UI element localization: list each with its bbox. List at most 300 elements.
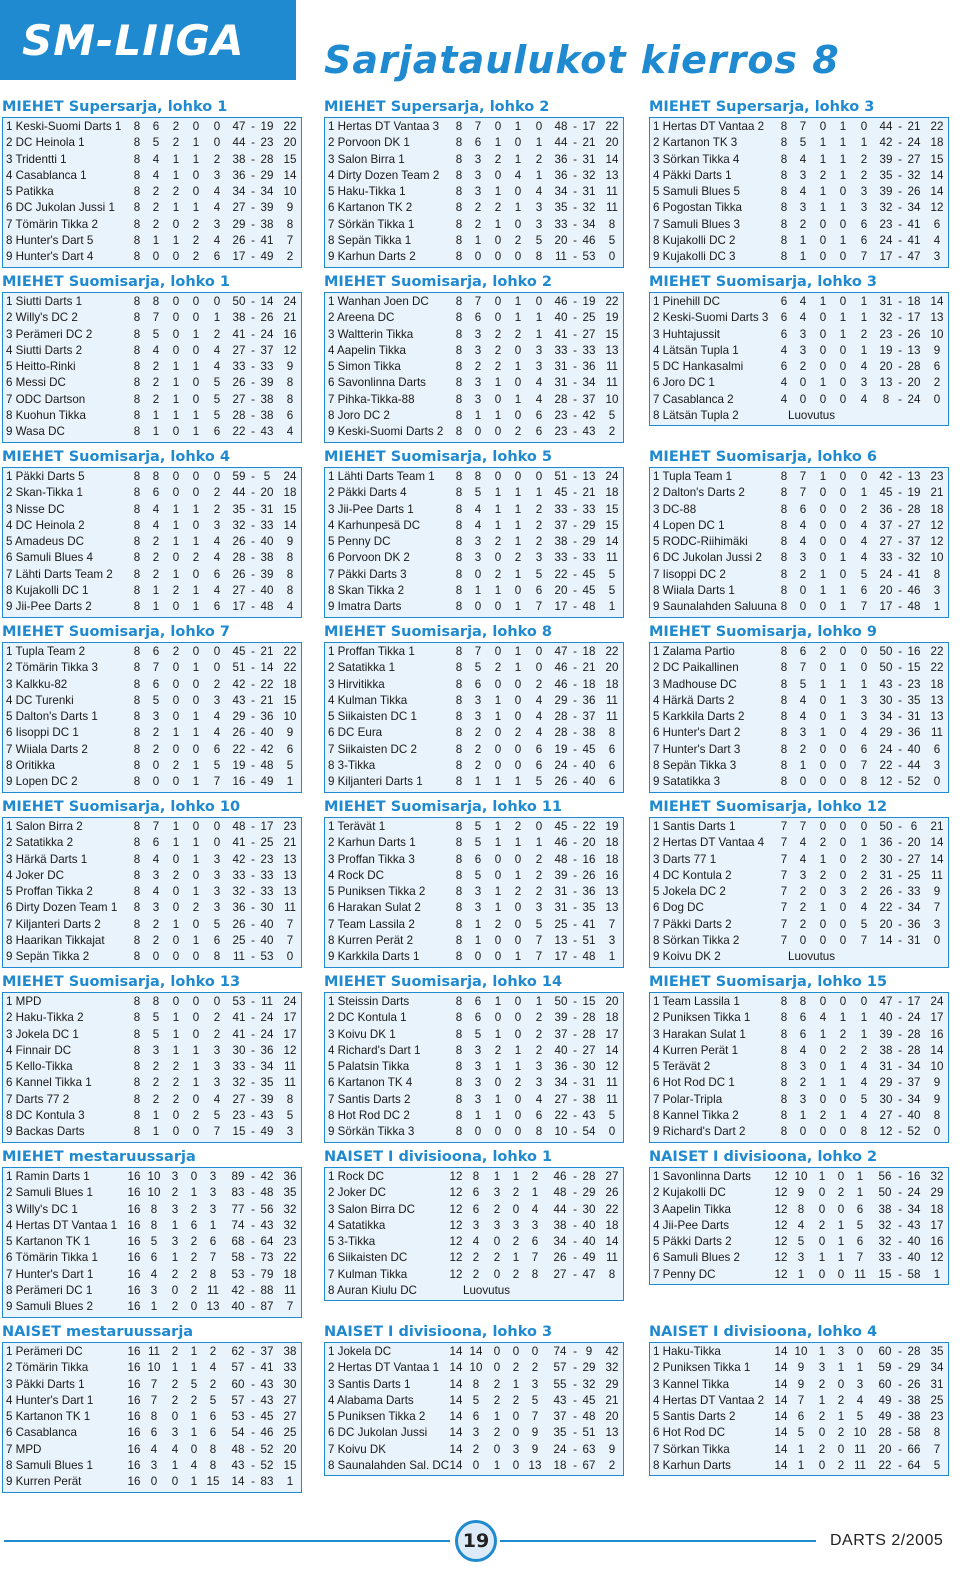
- stat-cell: 34: [554, 185, 568, 199]
- team-row: [328, 949, 623, 965]
- stat-cell: 34: [232, 185, 246, 199]
- stat-cell: 8: [455, 518, 463, 532]
- stat-cell: 8: [455, 868, 463, 882]
- stat-cell: 0: [839, 343, 847, 357]
- stat-cell: 0: [192, 376, 200, 390]
- team-name: 1 Rock DC: [328, 1170, 385, 1183]
- stat-cell: 0: [172, 934, 180, 948]
- team-row: [328, 1344, 623, 1360]
- team-row: [653, 917, 948, 933]
- team-row: [6, 294, 301, 310]
- team-row: [328, 359, 623, 375]
- team-name: 5 Amadeus DC: [6, 535, 84, 549]
- standings-block: [649, 273, 949, 448]
- team-name: 8 Kurren Perät 2: [328, 934, 414, 948]
- standings-block: [2, 623, 302, 798]
- stat-cell: 2: [190, 1202, 198, 1216]
- stat-cell: 6: [860, 584, 868, 598]
- stat-cell: 18: [582, 677, 596, 691]
- team-name: 3 Huhtajussit: [653, 327, 721, 341]
- stat-cell: 60: [878, 1345, 892, 1358]
- stat-cell: 33: [582, 551, 596, 565]
- stat-cell: 1: [839, 1076, 847, 1090]
- stat-cell: -: [898, 486, 902, 500]
- stat-cell: -: [898, 1345, 902, 1358]
- stat-cell: 8: [455, 584, 463, 598]
- stat-cell: 40: [260, 726, 274, 740]
- stat-cell: -: [573, 136, 577, 150]
- stat-cell: 8: [455, 120, 463, 133]
- stat-cell: -: [898, 1109, 902, 1123]
- stat-cell: 32: [879, 201, 893, 215]
- stat-cell: 1: [860, 1027, 868, 1041]
- stat-cell: 6: [535, 742, 543, 756]
- stat-cell: 5: [860, 1092, 868, 1106]
- team-name: 1 Terävät 1: [328, 820, 386, 833]
- team-row: [328, 1458, 623, 1474]
- stat-cell: 0: [860, 661, 868, 675]
- stat-cell: 4: [933, 234, 941, 248]
- stat-cell: 2: [818, 1410, 826, 1424]
- stat-cell: 8: [608, 1267, 616, 1281]
- stat-cell: 8: [455, 836, 463, 850]
- team-row: [653, 709, 948, 725]
- stat-cell: -: [251, 152, 255, 166]
- stat-cell: 37: [260, 1345, 274, 1358]
- team-name: 4 Finnair DC: [6, 1043, 72, 1057]
- stat-cell: 33: [582, 343, 596, 357]
- stat-cell: 41: [232, 1011, 246, 1025]
- stat-cell: 8: [860, 1125, 868, 1139]
- standings-block: [2, 273, 302, 448]
- standings-table: [324, 1167, 624, 1301]
- stat-cell: 53: [232, 995, 246, 1008]
- stat-cell: 8: [780, 584, 788, 598]
- stat-cell: 18: [605, 677, 619, 691]
- stat-cell: 0: [819, 327, 827, 341]
- stat-cell: 11: [605, 185, 619, 199]
- stat-cell: 31: [554, 885, 568, 899]
- stat-cell: 6: [472, 1186, 480, 1200]
- stat-cell: 2: [474, 759, 482, 773]
- stat-cell: 44: [232, 486, 246, 500]
- stat-cell: 8: [455, 201, 463, 215]
- stat-cell: 1: [860, 311, 868, 325]
- stat-cell: 24: [879, 742, 893, 756]
- stat-cell: 8: [133, 934, 141, 948]
- stat-cell: 29: [232, 710, 246, 724]
- stat-cell: 4: [860, 551, 868, 565]
- stat-cell: 1: [819, 201, 827, 215]
- stat-cell: 5: [860, 567, 868, 581]
- stat-cell: 8: [286, 217, 294, 231]
- stat-cell: 24: [907, 136, 921, 150]
- stat-cell: 4: [799, 311, 807, 325]
- stat-cell: 48: [260, 600, 274, 614]
- team-name: 2 DC Heinola 1: [6, 136, 85, 150]
- stat-cell: 8: [133, 152, 141, 166]
- stat-cell: 8: [455, 661, 463, 675]
- stat-cell: 30: [879, 1092, 893, 1106]
- team-name: 2 Karhun Darts 1: [328, 836, 416, 850]
- stat-cell: 51: [582, 1426, 596, 1440]
- team-name: 3 Salon Birra DC: [328, 1202, 415, 1216]
- team-name: 2 Kartanon TK 3: [653, 136, 738, 150]
- stat-cell: 8: [133, 677, 141, 691]
- stat-cell: 6: [860, 742, 868, 756]
- stat-cell: 41: [232, 1027, 246, 1041]
- stat-cell: 18: [605, 836, 619, 850]
- team-row: [328, 1108, 623, 1124]
- stat-cell: 4: [213, 1092, 221, 1106]
- stat-cell: 4: [799, 152, 807, 166]
- team-name: 6 Harakan Sulat 2: [328, 901, 421, 915]
- stat-cell: 5: [474, 868, 482, 882]
- stat-cell: 11: [283, 901, 297, 915]
- stat-cell: 8: [133, 295, 141, 308]
- team-row: [653, 1442, 948, 1458]
- stat-cell: 6: [780, 327, 788, 341]
- stat-cell: -: [573, 1459, 577, 1473]
- stat-cell: 11: [853, 1442, 867, 1456]
- team-row: [328, 310, 623, 326]
- team-name: 4 Kurren Perät 1: [653, 1043, 739, 1057]
- stat-cell: 0: [213, 995, 221, 1008]
- stat-cell: -: [898, 917, 902, 931]
- stat-cell: -: [573, 360, 577, 374]
- stat-cell: 2: [860, 868, 868, 882]
- stat-cell: 1: [839, 201, 847, 215]
- team-row: [6, 1075, 301, 1091]
- stat-cell: 1: [819, 185, 827, 199]
- stat-cell: 0: [474, 950, 482, 964]
- stat-cell: 22: [582, 820, 596, 833]
- stat-cell: 25: [930, 1393, 944, 1407]
- team-row: [328, 119, 623, 135]
- stat-cell: 19: [232, 759, 246, 773]
- team-name: 5 Päkki Darts 2: [653, 1235, 732, 1249]
- stat-cell: 2: [531, 1361, 539, 1375]
- team-name: 1 Lähti Darts Team 1: [328, 470, 435, 483]
- stat-cell: 1: [535, 836, 543, 850]
- stat-cell: 36: [554, 1060, 568, 1074]
- stat-cell: -: [251, 250, 255, 264]
- stat-cell: 6: [152, 486, 160, 500]
- stat-cell: 0: [608, 250, 616, 264]
- team-row: [653, 1393, 948, 1409]
- standings-table: [2, 117, 302, 268]
- stat-cell: 8: [933, 1109, 941, 1123]
- stat-cell: 1: [839, 311, 847, 325]
- stat-cell: 6: [152, 677, 160, 691]
- stat-cell: 20: [605, 995, 619, 1008]
- stat-cell: 37: [554, 1027, 568, 1041]
- stat-cell: 1: [152, 409, 160, 423]
- stat-cell: 4: [535, 392, 543, 406]
- stat-cell: 33: [260, 868, 274, 882]
- stat-cell: 2: [209, 1377, 217, 1391]
- stat-cell: 0: [799, 376, 807, 390]
- stat-cell: 32: [232, 1076, 246, 1090]
- team-name: 1 Salon Birra 2: [6, 820, 83, 833]
- stat-cell: 38: [283, 1345, 297, 1358]
- team-name: 2 DC Kontula 1: [328, 1011, 407, 1025]
- team-name: 1 Pinehill DC: [653, 295, 721, 308]
- withdrawn-note: Luovutus: [788, 409, 836, 423]
- stat-cell: 1: [856, 1361, 864, 1375]
- stat-cell: 0: [474, 425, 482, 439]
- stat-cell: 2: [494, 360, 502, 374]
- stat-cell: 8: [455, 1011, 463, 1025]
- stat-cell: -: [898, 250, 902, 264]
- stat-cell: -: [251, 1361, 255, 1375]
- stat-cell: 0: [799, 1125, 807, 1139]
- stat-cell: 21: [582, 486, 596, 500]
- stat-cell: 8: [780, 1060, 788, 1074]
- stat-cell: 2: [494, 152, 502, 166]
- stat-cell: 31: [907, 710, 921, 724]
- stat-cell: 1: [494, 885, 502, 899]
- stat-cell: 0: [493, 1235, 501, 1249]
- stat-cell: -: [898, 995, 902, 1008]
- stat-cell: 51: [554, 470, 568, 483]
- stat-cell: 0: [172, 1109, 180, 1123]
- stat-cell: 1: [474, 234, 482, 248]
- stat-cell: 39: [879, 152, 893, 166]
- stat-cell: 1: [531, 1186, 539, 1200]
- team-row: [328, 900, 623, 916]
- stat-cell: 8: [133, 775, 141, 789]
- team-name: 6 Kartanon TK 4: [328, 1076, 413, 1090]
- team-name: 8 Auran Kiulu DC: [328, 1284, 417, 1298]
- team-row: [653, 742, 948, 758]
- stat-cell: -: [898, 295, 902, 308]
- stat-cell: 7: [799, 661, 807, 675]
- stat-cell: 0: [512, 1459, 520, 1473]
- stat-cell: -: [898, 470, 902, 483]
- stat-cell: 8: [780, 551, 788, 565]
- stat-cell: 8: [133, 1060, 141, 1074]
- team-row: [653, 693, 948, 709]
- stat-cell: 29: [907, 1361, 921, 1375]
- team-name: 5 RODC-Riihimäki: [653, 535, 748, 549]
- stat-cell: 8: [133, 185, 141, 199]
- stat-cell: -: [898, 1043, 902, 1057]
- team-row: [328, 294, 623, 310]
- stat-cell: 3: [608, 934, 616, 948]
- stat-cell: 49: [582, 1251, 596, 1265]
- stat-cell: 8: [455, 645, 463, 658]
- stat-cell: -: [573, 120, 577, 133]
- stat-cell: 44: [554, 136, 568, 150]
- stat-cell: 1: [837, 1235, 845, 1249]
- stat-cell: 1: [819, 567, 827, 581]
- stat-cell: 1: [192, 409, 200, 423]
- stat-cell: 8: [133, 1109, 141, 1123]
- stat-cell: 36: [907, 917, 921, 931]
- stat-cell: -: [573, 1011, 577, 1025]
- stat-cell: 2: [152, 917, 160, 931]
- stat-cell: -: [251, 759, 255, 773]
- stat-cell: 40: [907, 742, 921, 756]
- stat-cell: 1: [494, 136, 502, 150]
- team-row: [6, 900, 301, 916]
- stat-cell: -: [898, 1442, 902, 1456]
- stat-cell: 8: [133, 820, 141, 833]
- stat-cell: 49: [878, 1410, 892, 1424]
- stat-cell: 1: [494, 693, 502, 707]
- stat-cell: 8: [780, 250, 788, 264]
- team-row: [6, 1185, 301, 1201]
- stat-cell: 14: [930, 852, 944, 866]
- stat-cell: 0: [839, 1125, 847, 1139]
- stat-cell: 6: [150, 1251, 158, 1265]
- stat-cell: 17: [232, 250, 246, 264]
- team-name: 1 Hertas DT Vantaa 3: [328, 120, 440, 133]
- stat-cell: 17: [554, 600, 568, 614]
- stat-cell: 8: [133, 868, 141, 882]
- stat-cell: 3: [535, 201, 543, 215]
- stat-cell: 39: [260, 567, 274, 581]
- stat-cell: -: [898, 852, 902, 866]
- stat-cell: 3: [474, 1092, 482, 1106]
- stat-cell: -: [898, 934, 902, 948]
- stat-cell: 42: [231, 1284, 245, 1298]
- stat-cell: 12: [930, 1251, 944, 1265]
- stat-cell: 3: [535, 901, 543, 915]
- stat-cell: 4: [856, 1393, 864, 1407]
- stat-cell: 18: [930, 136, 944, 150]
- stat-cell: 3: [837, 1345, 845, 1358]
- team-row: [6, 1442, 301, 1458]
- stat-cell: 27: [232, 1092, 246, 1106]
- stat-cell: -: [573, 1170, 577, 1183]
- stat-cell: -: [898, 502, 902, 516]
- stat-cell: 62: [231, 1345, 245, 1358]
- stat-cell: 6: [472, 1202, 480, 1216]
- stat-cell: 0: [494, 852, 502, 866]
- standings-table: [324, 292, 624, 443]
- stat-cell: 29: [582, 518, 596, 532]
- stat-cell: 1: [190, 1186, 198, 1200]
- stat-cell: 3: [799, 1092, 807, 1106]
- stat-cell: 4: [152, 343, 160, 357]
- team-name: 1 Wanhan Joen DC: [328, 295, 429, 308]
- team-row: [328, 485, 623, 501]
- division-title: MIEHET Suomisarja, lohko 14: [324, 974, 563, 990]
- stat-cell: 7: [286, 234, 294, 248]
- stat-cell: 2: [152, 551, 160, 565]
- team-row: [653, 819, 948, 835]
- stat-cell: 10: [930, 327, 944, 341]
- stat-cell: 2: [818, 1442, 826, 1456]
- stat-cell: -: [898, 645, 902, 658]
- stat-cell: 6: [856, 1235, 864, 1249]
- stat-cell: 12: [930, 535, 944, 549]
- stat-cell: -: [898, 311, 902, 325]
- stat-cell: 1: [514, 152, 522, 166]
- stat-cell: 11: [260, 995, 274, 1008]
- stat-cell: 3: [213, 518, 221, 532]
- team-row: [6, 709, 301, 725]
- stat-cell: 20: [582, 836, 596, 850]
- stat-cell: 20: [260, 486, 274, 500]
- stat-cell: 24: [879, 567, 893, 581]
- stat-cell: 45: [582, 567, 596, 581]
- stat-cell: 33: [283, 1361, 297, 1375]
- stat-cell: 40: [231, 1300, 245, 1314]
- team-row: [328, 1234, 623, 1250]
- stat-cell: -: [898, 693, 902, 707]
- stat-cell: 59: [878, 1361, 892, 1375]
- stat-cell: 1: [535, 995, 543, 1008]
- stat-cell: 4: [860, 726, 868, 740]
- stat-cell: 0: [839, 250, 847, 264]
- page-number: 19: [455, 1520, 497, 1562]
- team-name: 1 Päkki Darts 5: [6, 470, 85, 483]
- stat-cell: -: [898, 1170, 902, 1183]
- stat-cell: -: [573, 343, 577, 357]
- stat-cell: 13: [206, 1300, 220, 1314]
- stat-cell: 19: [582, 295, 596, 308]
- stat-cell: 8: [455, 995, 463, 1008]
- stat-cell: 5: [799, 136, 807, 150]
- stat-cell: 24: [283, 995, 297, 1008]
- team-name: 2 Kujakolli DC: [653, 1186, 726, 1200]
- stat-cell: 2: [493, 1202, 501, 1216]
- stat-cell: 1: [608, 600, 616, 614]
- stat-cell: 21: [582, 136, 596, 150]
- stat-cell: -: [251, 567, 255, 581]
- stat-cell: 2: [839, 1043, 847, 1057]
- stat-cell: 14: [930, 168, 944, 182]
- stat-cell: 30: [283, 1377, 297, 1391]
- stat-cell: 24: [930, 995, 944, 1008]
- team-row: [653, 1185, 948, 1201]
- stat-cell: 8: [133, 201, 141, 215]
- stat-cell: -: [573, 1218, 577, 1232]
- stat-cell: 19: [907, 486, 921, 500]
- team-row: [328, 868, 623, 884]
- stat-cell: 32: [582, 168, 596, 182]
- stat-cell: 0: [172, 950, 180, 964]
- stat-cell: 0: [213, 661, 221, 675]
- stat-cell: 0: [514, 693, 522, 707]
- stat-cell: 16: [127, 1300, 141, 1314]
- stat-cell: 3: [209, 1202, 217, 1216]
- stat-cell: 37: [879, 518, 893, 532]
- stat-cell: -: [573, 1251, 577, 1265]
- team-name: 1 Savonlinna Darts: [653, 1170, 751, 1183]
- stat-cell: 0: [190, 1300, 198, 1314]
- stat-cell: 49: [878, 1393, 892, 1407]
- stat-cell: -: [251, 1377, 255, 1391]
- stat-cell: -: [573, 917, 577, 931]
- team-name: 7 Polar-Tripla: [653, 1092, 723, 1106]
- stat-cell: 1: [856, 1170, 864, 1183]
- stat-cell: 7: [535, 600, 543, 614]
- team-row: [328, 1442, 623, 1458]
- team-row: [6, 469, 301, 485]
- stat-cell: 48: [553, 1186, 567, 1200]
- stat-cell: 21: [907, 120, 921, 133]
- stat-cell: 3: [474, 168, 482, 182]
- stat-cell: 12: [283, 1043, 297, 1057]
- stat-cell: 40: [260, 934, 274, 948]
- stat-cell: 0: [213, 470, 221, 483]
- stat-cell: 41: [582, 917, 596, 931]
- team-name: 2 Joker DC: [328, 1186, 386, 1200]
